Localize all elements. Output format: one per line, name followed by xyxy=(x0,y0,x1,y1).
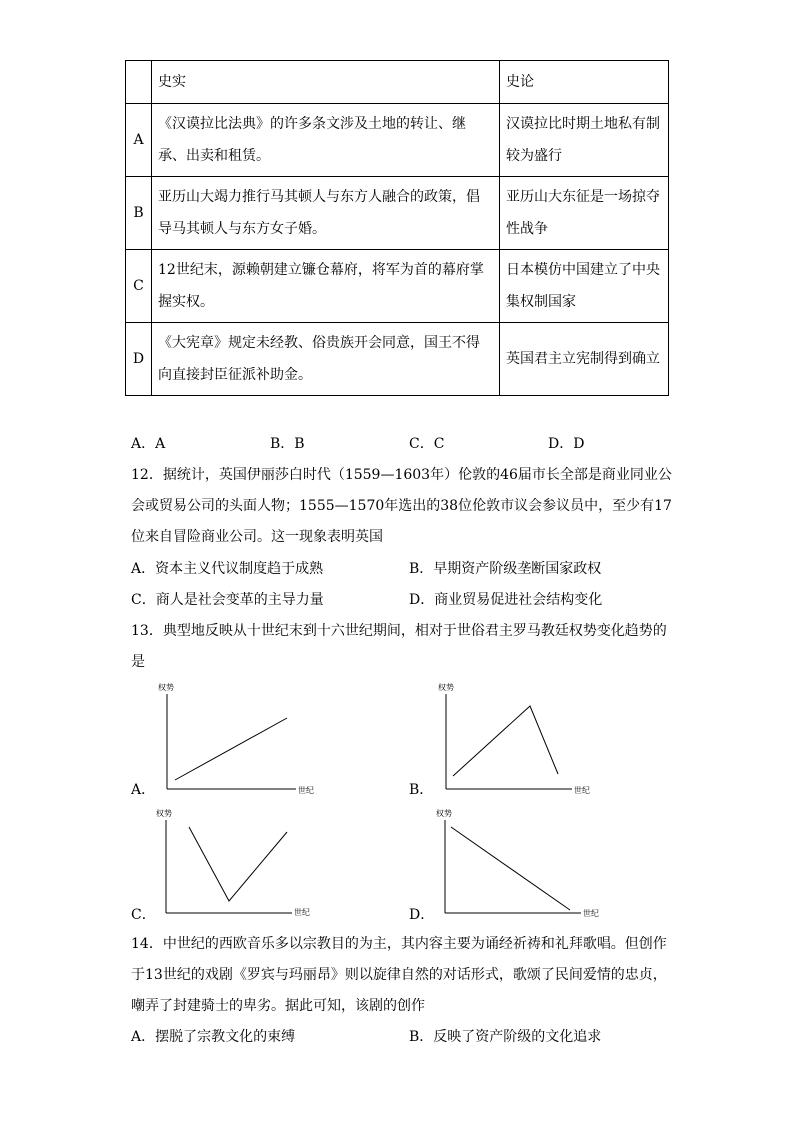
q13-stem-line: 13．典型地反映从十世纪末到十六世纪期间，相对于世俗君主罗马教廷权势变化趋势的 xyxy=(131,623,667,639)
row-conclusion: 英国君主立宪制得到确立 xyxy=(500,323,669,396)
q13-stem-line: 是 xyxy=(131,654,145,670)
q11-option-a: A．A xyxy=(131,436,166,452)
q12-option-d: D．商业贸易促进社会结构变化 xyxy=(409,592,603,608)
header-conclusion-cell: 史论 xyxy=(500,61,669,104)
trend-line xyxy=(189,827,287,901)
graph-y-label: 权势 xyxy=(436,809,452,818)
trend-line xyxy=(451,827,570,910)
q12-stem-line: 位来自冒险商业公司。这一现象表明英国 xyxy=(131,529,383,545)
graph-y-label: 权势 xyxy=(156,809,172,818)
graph-b xyxy=(428,676,598,796)
trend-line xyxy=(175,718,287,780)
table-row xyxy=(126,250,669,323)
row-label: B xyxy=(126,177,152,250)
q14-stem-line: 于13世纪的戏剧《罗宾与玛丽昂》则以旋律自然的对话形式，歌颂了民间爱情的忠贞， xyxy=(131,967,667,983)
graph-x-label: 世纪 xyxy=(294,908,310,917)
q11-option-b: B．B xyxy=(270,436,305,452)
header-fact-cell: 史实 xyxy=(152,61,500,104)
graph-x-label: 世纪 xyxy=(574,786,590,795)
row-conclusion: 日本模仿中国建立了中央集权制国家 xyxy=(500,250,669,323)
trend-line xyxy=(453,706,558,776)
graph-c xyxy=(150,800,310,920)
table-row xyxy=(126,323,669,396)
q12-option-b: B．早期资产阶级垄断国家政权 xyxy=(409,561,602,577)
table-header-row xyxy=(126,61,669,104)
row-fact: 《汉谟拉比法典》的许多条文涉及土地的转让、继承、出卖和租赁。 xyxy=(152,104,500,177)
graph-x-label: 世纪 xyxy=(298,786,314,795)
q14-option-a: A．摆脱了宗教文化的束缚 xyxy=(131,1029,296,1045)
graph-d xyxy=(428,800,603,920)
q12-option-c: C．商人是社会变革的主导力量 xyxy=(131,592,324,608)
row-conclusion: 亚历山大东征是一场掠夺性战争 xyxy=(500,177,669,250)
graph-y-label: 权势 xyxy=(438,683,454,692)
history-table xyxy=(125,60,669,396)
q12-stem-line: 会或贸易公司的头面人物；1555—1570年选出的38位伦敦市议会参议员中，至少有17 xyxy=(131,498,672,514)
row-fact: 12世纪末，源赖朝建立镰仓幕府，将军为首的幕府掌握实权。 xyxy=(152,250,500,323)
table-row xyxy=(126,104,669,177)
row-label: A xyxy=(126,104,152,177)
q14-option-b: B．反映了资产阶级的文化追求 xyxy=(409,1029,602,1045)
graph-x-label: 世纪 xyxy=(583,909,599,918)
q12-stem-line: 12．据统计，英国伊丽莎白时代（1559—1603年）伦敦的46届市长全部是商业同业公 xyxy=(131,467,672,483)
q13-option-d: D． xyxy=(409,907,435,923)
q13-option-c: C． xyxy=(131,907,156,923)
header-label-cell xyxy=(126,61,152,104)
row-label: C xyxy=(126,250,152,323)
graph-a xyxy=(150,676,314,796)
graph-y-label: 权势 xyxy=(158,683,174,692)
q13-option-b: B． xyxy=(409,782,434,798)
q14-stem-line: 嘲弄了封建骑士的卑劣。据此可知，该剧的创作 xyxy=(131,998,425,1014)
row-fact: 《大宪章》规定未经教、俗贵族开会同意，国王不得向直接封臣征派补助金。 xyxy=(152,323,500,396)
q11-option-c: C．C xyxy=(409,436,445,452)
row-fact: 亚历山大竭力推行马其顿人与东方人融合的政策，倡导马其顿人与东方女子婚。 xyxy=(152,177,500,250)
q12-option-a: A．资本主义代议制度趋于成熟 xyxy=(131,561,324,577)
row-conclusion: 汉谟拉比时期土地私有制较为盛行 xyxy=(500,104,669,177)
row-label: D xyxy=(126,323,152,396)
q13-option-a: A． xyxy=(131,782,156,798)
q11-option-d: D．D xyxy=(548,436,585,452)
table-row xyxy=(126,177,669,250)
q14-stem-line: 14．中世纪的西欧音乐多以宗教目的为主，其内容主要为诵经祈祷和礼拜歌唱。但创作 xyxy=(131,936,667,952)
